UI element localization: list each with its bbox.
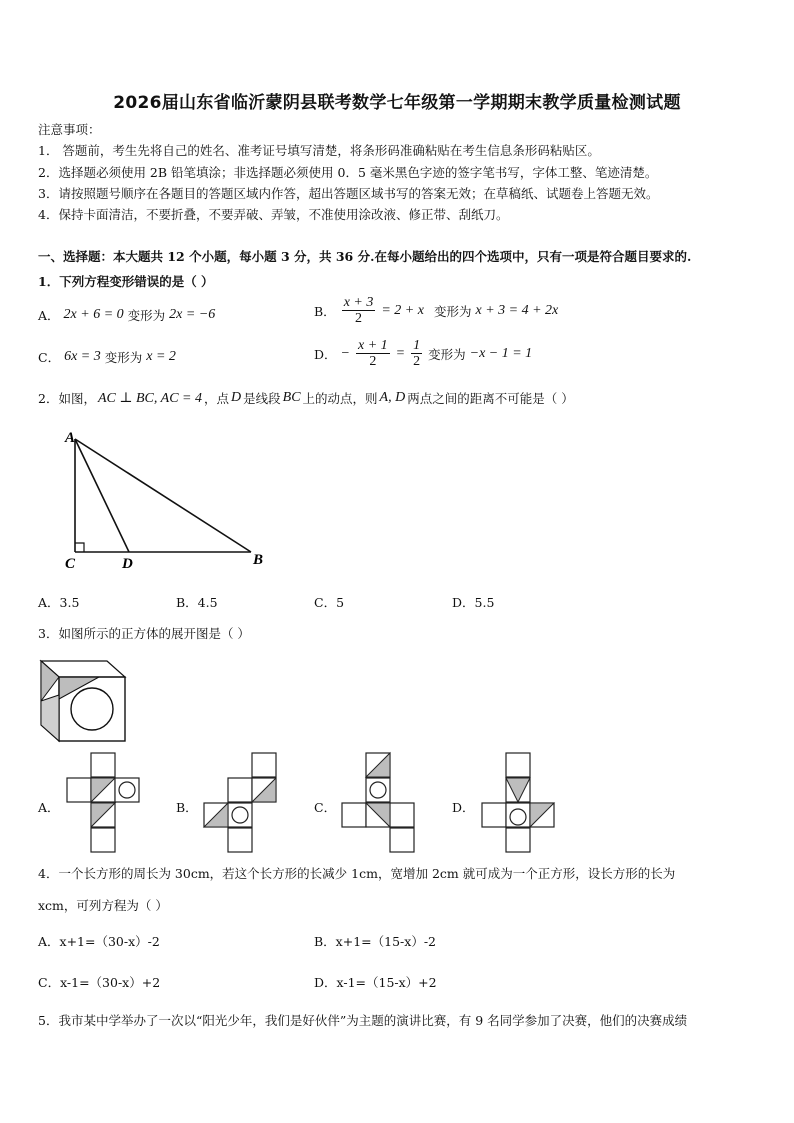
triangle-figure [55, 425, 285, 575]
equation: x = 2 [146, 349, 176, 364]
net-d [480, 751, 560, 855]
math: AC ⊥ BC, AC = 4 [97, 390, 202, 406]
page-title: 2026届山东省临沂蒙阴县联考数学七年级第一学期期末教学质量检测试题 [113, 93, 681, 113]
q3-option-b-label: B． [176, 800, 198, 815]
text: 变形为 [433, 303, 472, 319]
math: BC [282, 390, 301, 405]
label-a: A [65, 430, 76, 446]
q1-option-b [314, 295, 558, 326]
text: 是线段 [243, 391, 281, 406]
label-d: D [122, 556, 133, 572]
equals: = [395, 345, 406, 361]
q4-option-a: A．x+1=（30-x）-2 [38, 934, 160, 949]
q4-option-c: C．x-1=（30-x）+2 [38, 975, 161, 990]
text: ，点 [203, 391, 229, 406]
denominator: 2 [369, 354, 377, 369]
math: A, D [379, 390, 406, 405]
q1-option-c [38, 348, 176, 366]
text: 变形为 [104, 350, 143, 365]
question-3-stem: 3．如图所示的正方体的展开图是（ ） [38, 626, 250, 641]
q2-option-c: C．5 [314, 595, 345, 610]
numerator: x + 1 [357, 338, 388, 353]
notice-item-3: 3．请按照题号顺序在各题目的答题区域内作答，超出答题区域书写的答案无效；在草稿纸、试题卷上答题无效。 [38, 186, 659, 201]
numerator: x + 3 [343, 295, 374, 310]
option-label: D． [314, 346, 337, 362]
equation: −x − 1 = 1 [469, 345, 533, 361]
section-heading: 一、选择题：本大题共 12 个小题，每小题 3 分，共 36 分.在每小题给出的四个选项中，只有一项是符合题目要求的. [38, 249, 692, 264]
text: 上的动点，则 [302, 391, 378, 406]
option-label: C． [38, 350, 61, 365]
notice-heading: 注意事项： [38, 122, 101, 137]
question-1-stem: 1．下列方程变形错误的是（ ） [38, 274, 214, 289]
text: 变形为 [127, 308, 166, 323]
notice-item-1: 1． 答题前，考生先将自己的姓名、准考证号填写清楚，将条形码准确粘贴在考生信息条形码粘贴区。 [38, 143, 600, 158]
math: D [231, 390, 242, 405]
numerator: 1 [413, 338, 421, 353]
equation: 2x = −6 [169, 307, 216, 322]
fraction [411, 338, 422, 369]
question-5-stem: 5．我市某中学举办了一次以“阳光少年，我们是好伙伴”为主题的演讲比赛，有 9 名同学参加了决赛，他们的决赛成绩 [38, 1013, 688, 1028]
q1-option-a [38, 306, 215, 324]
text: 变形为 [428, 346, 466, 362]
label-c: C [65, 556, 76, 572]
q3-option-c-label: C． [314, 800, 337, 815]
equation: 2x + 6 = 0 [63, 307, 124, 322]
equation: = 2 + x [381, 302, 424, 318]
net-a [65, 751, 145, 855]
question-2-stem [38, 389, 574, 407]
question-4-stem-line1: 4．一个长方形的周长为 30cm，若这个长方形的长减少 1cm，宽增加 2cm 就可成为一个正方形，设长方形的长为 [38, 866, 676, 881]
notice-item-4: 4．保持卡面清洁，不要折叠，不要弄破、弄皱，不准使用涂改液、修正带、刮纸刀。 [38, 207, 509, 222]
net-c [340, 751, 420, 855]
cube-figure [37, 655, 129, 747]
q1-option-d [314, 338, 532, 369]
q4-option-d: D．x-1=（15-x）+2 [314, 975, 437, 990]
text: 两点之间的距离不可能是（ ） [407, 391, 574, 406]
q2-option-a: A．3.5 [38, 595, 80, 610]
minus: − [340, 345, 350, 361]
fraction [342, 295, 376, 326]
denominator: 2 [413, 354, 421, 369]
label-b: B [253, 552, 264, 568]
net-b [202, 751, 282, 855]
notice-item-2: 2．选择题必须使用 2B 铅笔填涂；非选择题必须使用 0．5 毫米黑色字迹的签字笔书写，字体工整、笔迹清楚。 [38, 165, 658, 180]
q3-option-a-label: A． [38, 800, 60, 815]
q2-option-d: D．5.5 [452, 595, 495, 610]
fraction [356, 338, 390, 369]
q4-option-b: B．x+1=（15-x）-2 [314, 934, 436, 949]
equation: x + 3 = 4 + 2x [475, 302, 559, 318]
denominator: 2 [355, 311, 363, 326]
option-label: B． [314, 303, 336, 319]
question-4-stem-line2: xcm，可列方程为（ ） [38, 898, 168, 913]
option-label: A． [38, 308, 60, 323]
text: 2．如图， [38, 391, 96, 406]
equation: 6x = 3 [64, 349, 101, 364]
q3-option-d-label: D． [452, 800, 475, 815]
q2-option-b: B．4.5 [176, 595, 218, 610]
